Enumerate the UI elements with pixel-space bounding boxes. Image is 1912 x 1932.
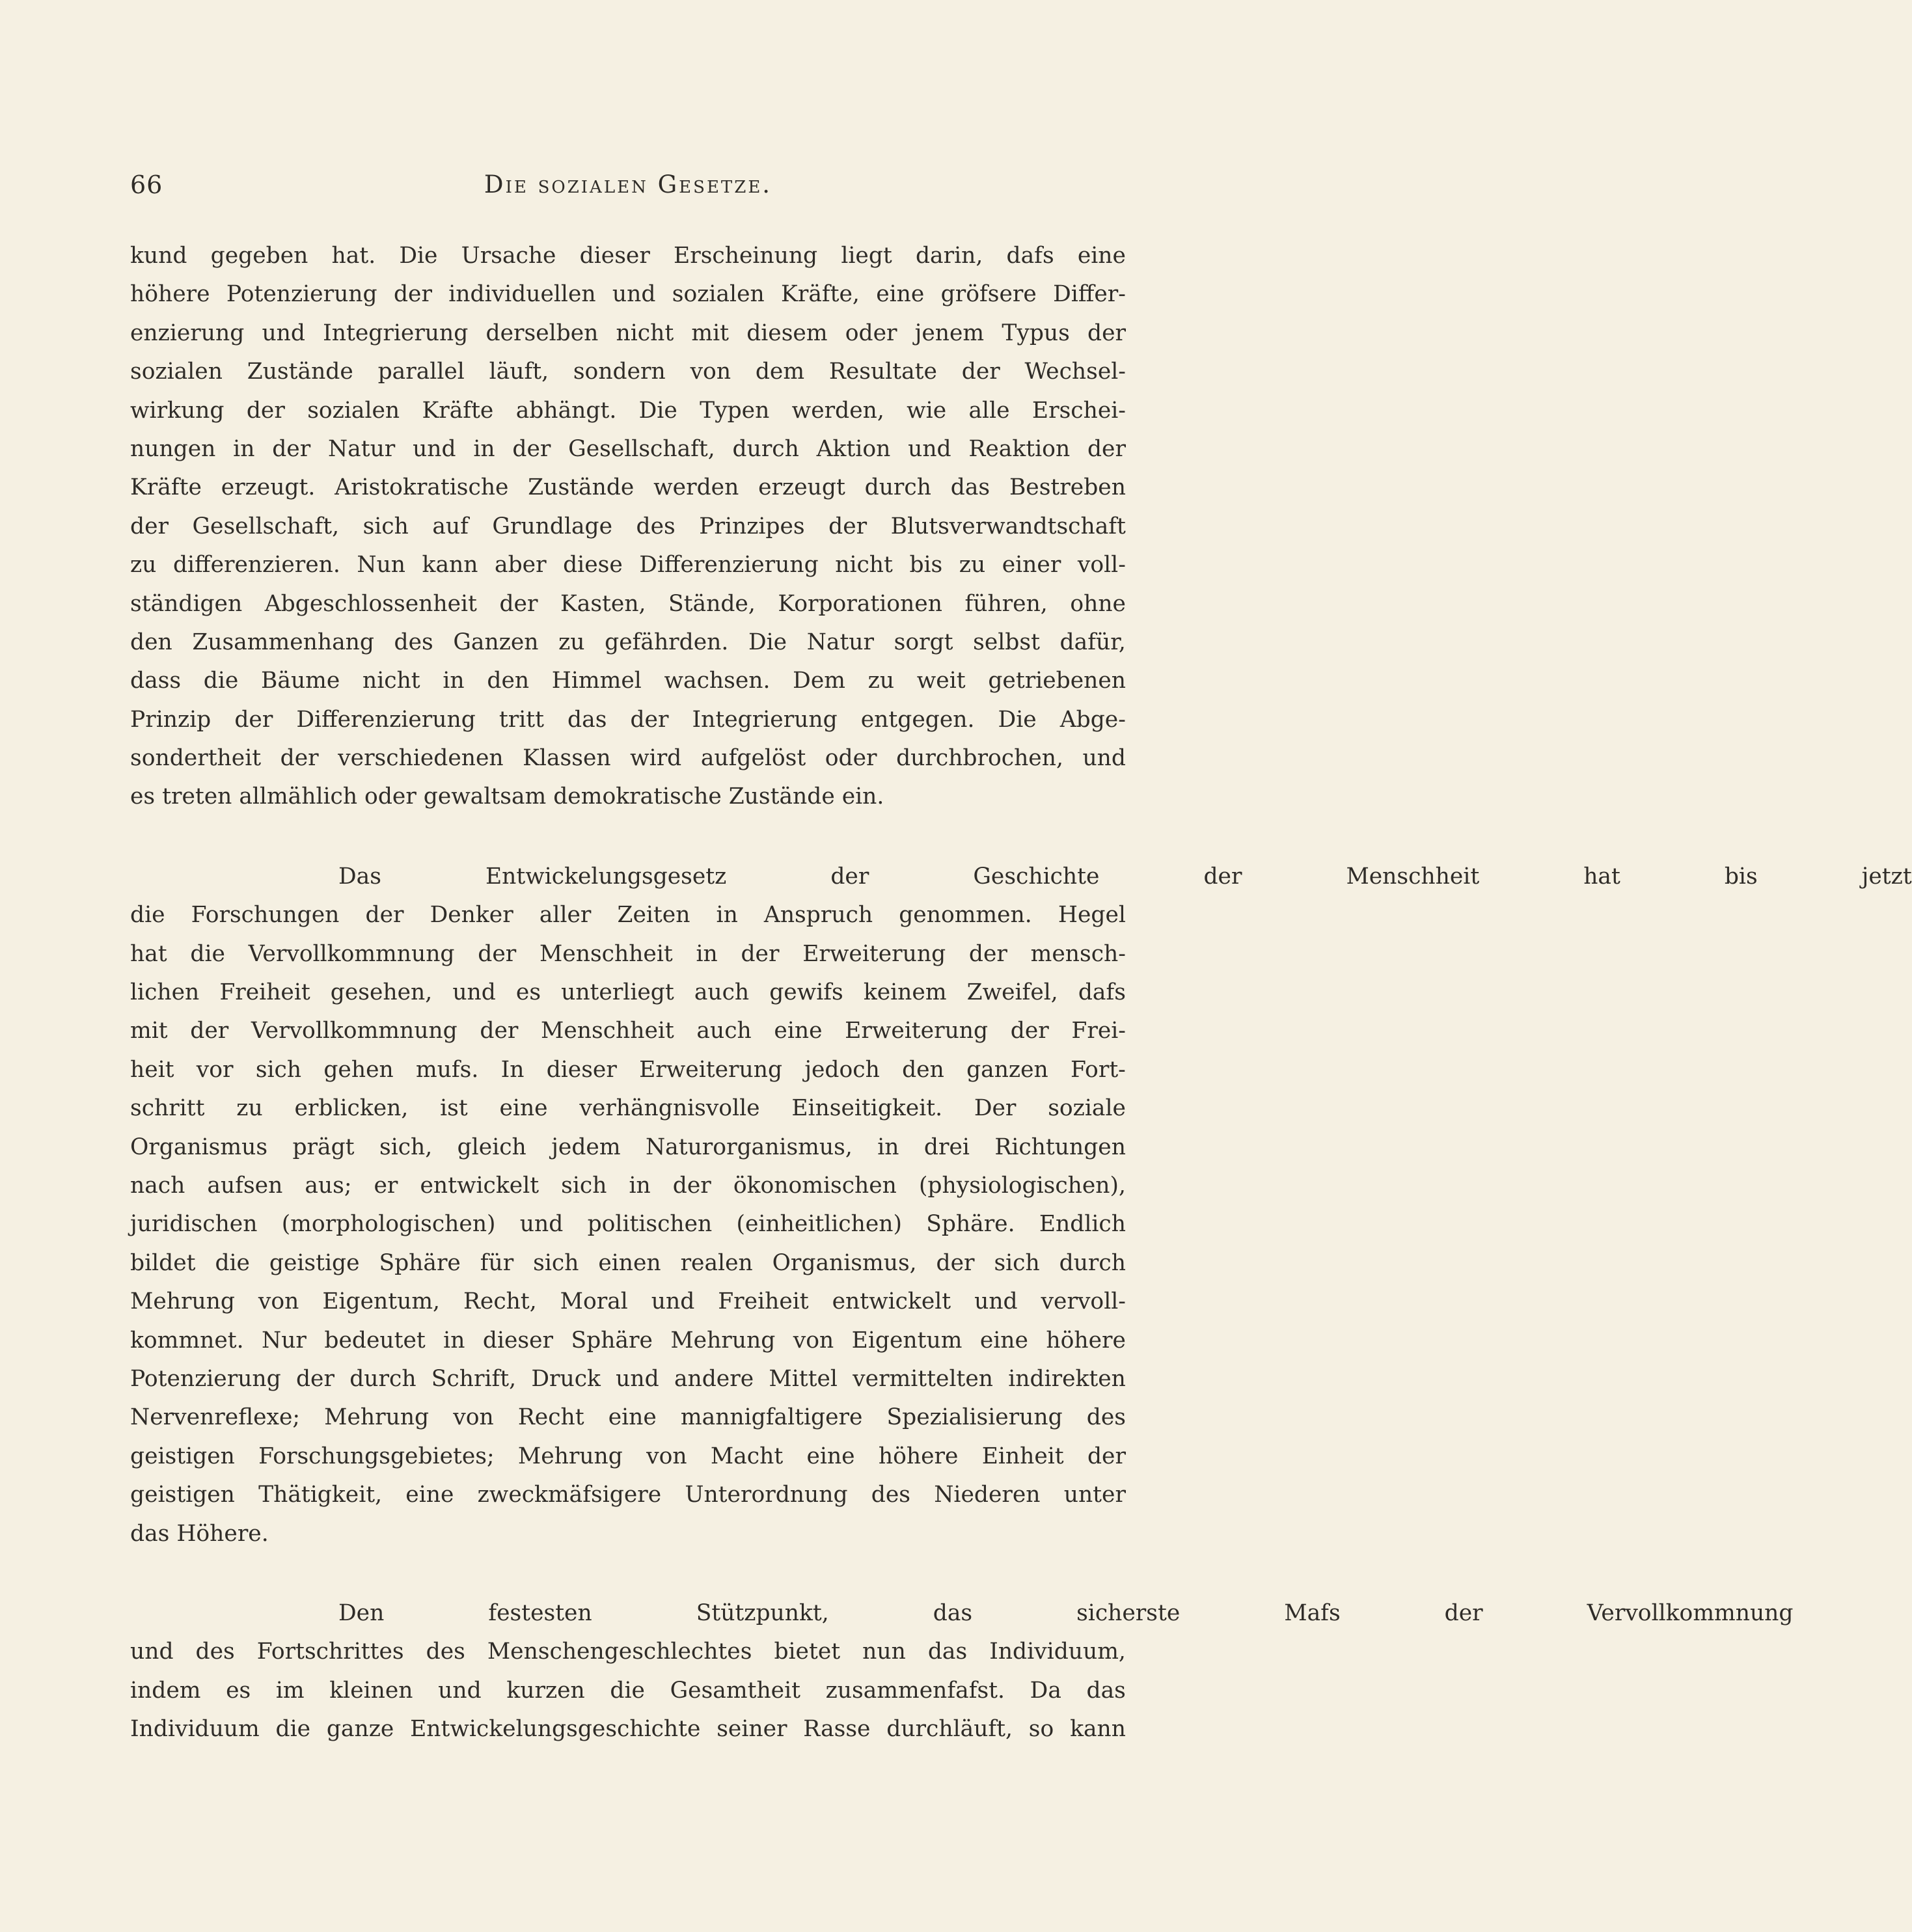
text-line: Nervenreflexe; Mehrung von Recht eine mannigfaltigere Spezialisierung des	[130, 1404, 1126, 1431]
text-line: geistigen Forschungsgebietes; Mehrung von Macht eine höhere Einheit der	[130, 1443, 1126, 1469]
text-line: zu differenzieren. Nun kann aber diese Differenzierung nicht bis zu einer voll-	[130, 552, 1126, 578]
text-line: Kräfte erzeugt. Aristokratische Zustände werden erzeugt durch das Bestreben	[130, 474, 1126, 501]
text-line: geistigen Thätigkeit, eine zweckmäfsigere Unterordnung des Niederen unter	[130, 1482, 1126, 1508]
running-title: Die sozialen Gesetze.	[484, 170, 772, 198]
text-line: Individuum die ganze Entwickelungsgeschichte seiner Rasse durchläuft, so kann	[130, 1716, 1126, 1743]
text-line: indem es im kleinen und kurzen die Gesamtheit zusammenfafst. Da das	[130, 1677, 1126, 1704]
text-line: der Gesellschaft, sich auf Grundlage des Prinzipes der Blutsverwandtschaft	[130, 513, 1126, 539]
paragraph-gap	[130, 1553, 1126, 1594]
text-line: enzierung und Integrierung derselben nicht mit diesem oder jenem Typus der	[130, 320, 1126, 346]
book-page	[130, 170, 1912, 1748]
text-line: lichen Freiheit gesehen, und es unterliegt auch gewifs keinem Zweifel, dafs	[130, 979, 1126, 1006]
text-line: ständigen Abgeschlossenheit der Kasten, Stände, Korporationen führen, ohne	[130, 590, 1126, 617]
text-line: es treten allmählich oder gewaltsam demokratische Zustände ein.	[130, 783, 884, 810]
text-line: dass die Bäume nicht in den Himmel wachsen. Dem zu weit getriebenen	[130, 668, 1126, 694]
text-line: bildet die geistige Sphäre für sich einen realen Organismus, der sich durch	[130, 1249, 1126, 1276]
text-line: juridischen (morphologischen) und politischen (einheitlichen) Sphäre. Endlich	[130, 1211, 1126, 1238]
text-line: Mehrung von Eigentum, Recht, Moral und Freiheit entwickelt und vervoll-	[130, 1288, 1126, 1315]
text-line: kommnet. Nur bedeutet in dieser Sphäre Mehrung von Eigentum eine höhere	[130, 1327, 1126, 1354]
running-head	[130, 170, 1126, 203]
text-line: Den festesten Stützpunkt, das sicherste Mafs der Vervollkommnung	[338, 1599, 1794, 1626]
text-line: und des Fortschrittes des Menschengeschlechtes bietet nun das Individuum,	[130, 1639, 1126, 1665]
text-line: sozialen Zustände parallel läuft, sondern von dem Resultate der Wechsel-	[130, 359, 1126, 385]
text-line: höhere Potenzierung der individuellen und sozialen Kräfte, eine gröfsere Differ-	[130, 281, 1126, 308]
text-line: die Forschungen der Denker aller Zeiten in Anspruch genommen. Hegel	[130, 902, 1126, 929]
text-line: Organismus prägt sich, gleich jedem Naturorganismus, in drei Richtungen	[130, 1134, 1126, 1160]
text-line: Prinzip der Differenzierung tritt das der Integrierung entgegen. Die Abge-	[130, 706, 1126, 733]
text-line: sondertheit der verschiedenen Klassen wird aufgelöst oder durchbrochen, und	[130, 745, 1126, 772]
text-line: schritt zu erblicken, ist eine verhängnisvolle Einseitigkeit. Der soziale	[130, 1095, 1126, 1122]
text-line: wirkung der sozialen Kräfte abhängt. Die Typen werden, wie alle Erschei-	[130, 397, 1126, 424]
text-line: heit vor sich gehen mufs. In dieser Erweiterung jedoch den ganzen Fort-	[130, 1056, 1126, 1083]
body-text	[130, 237, 1912, 1748]
paragraph-1	[130, 237, 1126, 817]
text-line: Potenzierung der durch Schrift, Druck und andere Mittel vermittelten indirekten	[130, 1365, 1126, 1392]
text-line: nach aufsen aus; er entwickelt sich in der ökonomischen (physiologischen),	[130, 1172, 1126, 1199]
text-line: den Zusammenhang des Ganzen zu gefährden. Die Natur sorgt selbst dafür,	[130, 629, 1126, 655]
paragraph-3	[130, 1594, 1794, 1749]
text-line: hat die Vervollkommnung der Menschheit in der Erweiterung der mensch-	[130, 940, 1126, 967]
text-line: nungen in der Natur und in der Gesellschaft, durch Aktion und Reaktion der	[130, 435, 1126, 462]
text-line: das Höhere.	[130, 1520, 269, 1547]
text-line: Das Entwickelungsgesetz der Geschichte der Menschheit hat bis jetzt	[338, 863, 1912, 890]
text-line: kund gegeben hat. Die Ursache dieser Erscheinung liegt darin, dafs eine	[130, 243, 1126, 269]
page-number: 66	[130, 170, 163, 199]
paragraph-gap	[130, 817, 1126, 858]
paragraph-2	[130, 858, 1912, 1553]
text-line: mit der Vervollkommnung der Menschheit auch eine Erweiterung der Frei-	[130, 1018, 1126, 1044]
